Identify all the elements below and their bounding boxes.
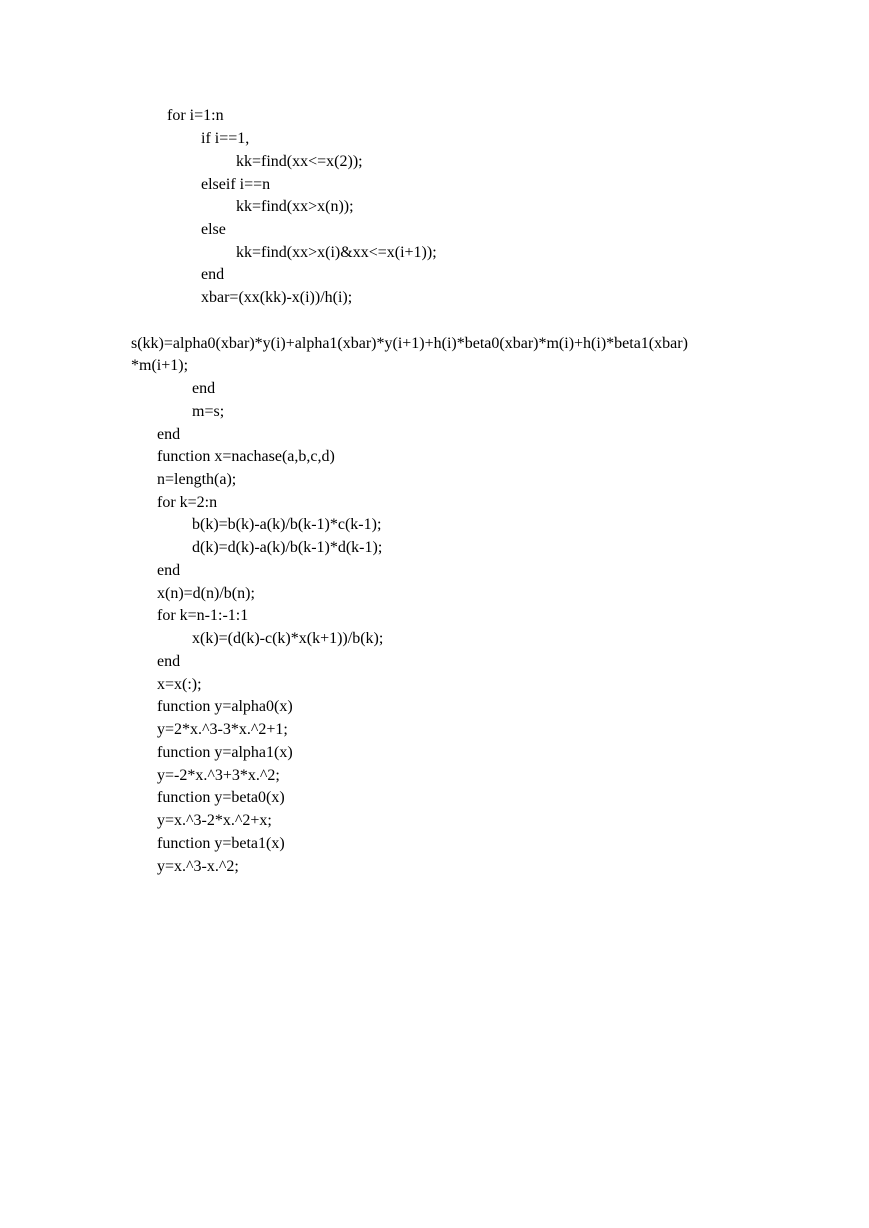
- code-line: else: [201, 221, 226, 238]
- code-line: for i=1:n: [167, 107, 224, 124]
- code-line: function y=alpha0(x): [157, 698, 293, 715]
- code-line: x=x(:);: [157, 676, 202, 693]
- code-line: if i==1,: [201, 130, 250, 147]
- code-line: end: [201, 266, 225, 283]
- code-line: y=x.^3-2*x.^2+x;: [157, 812, 272, 829]
- code-line: end: [157, 426, 181, 443]
- code-line: n=length(a);: [157, 471, 237, 488]
- code-line: kk=find(xx>x(n));: [236, 198, 354, 215]
- code-line: function y=beta1(x): [157, 835, 285, 852]
- code-line: d(k)=d(k)-a(k)/b(k-1)*d(k-1);: [192, 539, 383, 556]
- code-line: end: [192, 380, 216, 397]
- code-line: x(k)=(d(k)-c(k)*x(k+1))/b(k);: [192, 630, 384, 647]
- code-line: kk=find(xx>x(i)&xx<=x(i+1));: [236, 244, 437, 261]
- code-line: end: [157, 562, 181, 579]
- code-line: function x=nachase(a,b,c,d): [157, 448, 335, 465]
- code-line: y=2*x.^3-3*x.^2+1;: [157, 721, 288, 738]
- code-line: xbar=(xx(kk)-x(i))/h(i);: [201, 289, 353, 306]
- code-line: *m(i+1);: [131, 357, 189, 374]
- code-line: end: [157, 653, 181, 670]
- code-line: x(n)=d(n)/b(n);: [157, 585, 255, 602]
- code-line: for k=2:n: [157, 494, 218, 511]
- code-line: y=-2*x.^3+3*x.^2;: [157, 767, 280, 784]
- code-line: y=x.^3-x.^2;: [157, 858, 239, 875]
- code-line: m=s;: [192, 403, 225, 420]
- code-line: function y=alpha1(x): [157, 744, 293, 761]
- code-line: b(k)=b(k)-a(k)/b(k-1)*c(k-1);: [192, 516, 382, 533]
- code-line: elseif i==n: [201, 176, 271, 193]
- code-line: for k=n-1:-1:1: [157, 607, 249, 624]
- code-line: kk=find(xx<=x(2));: [236, 153, 363, 170]
- code-line: s(kk)=alpha0(xbar)*y(i)+alpha1(xbar)*y(i+1)+h(i)*beta0(xbar)*m(i)+h(i)*beta1(xbar): [131, 335, 688, 352]
- code-line: function y=beta0(x): [157, 789, 285, 806]
